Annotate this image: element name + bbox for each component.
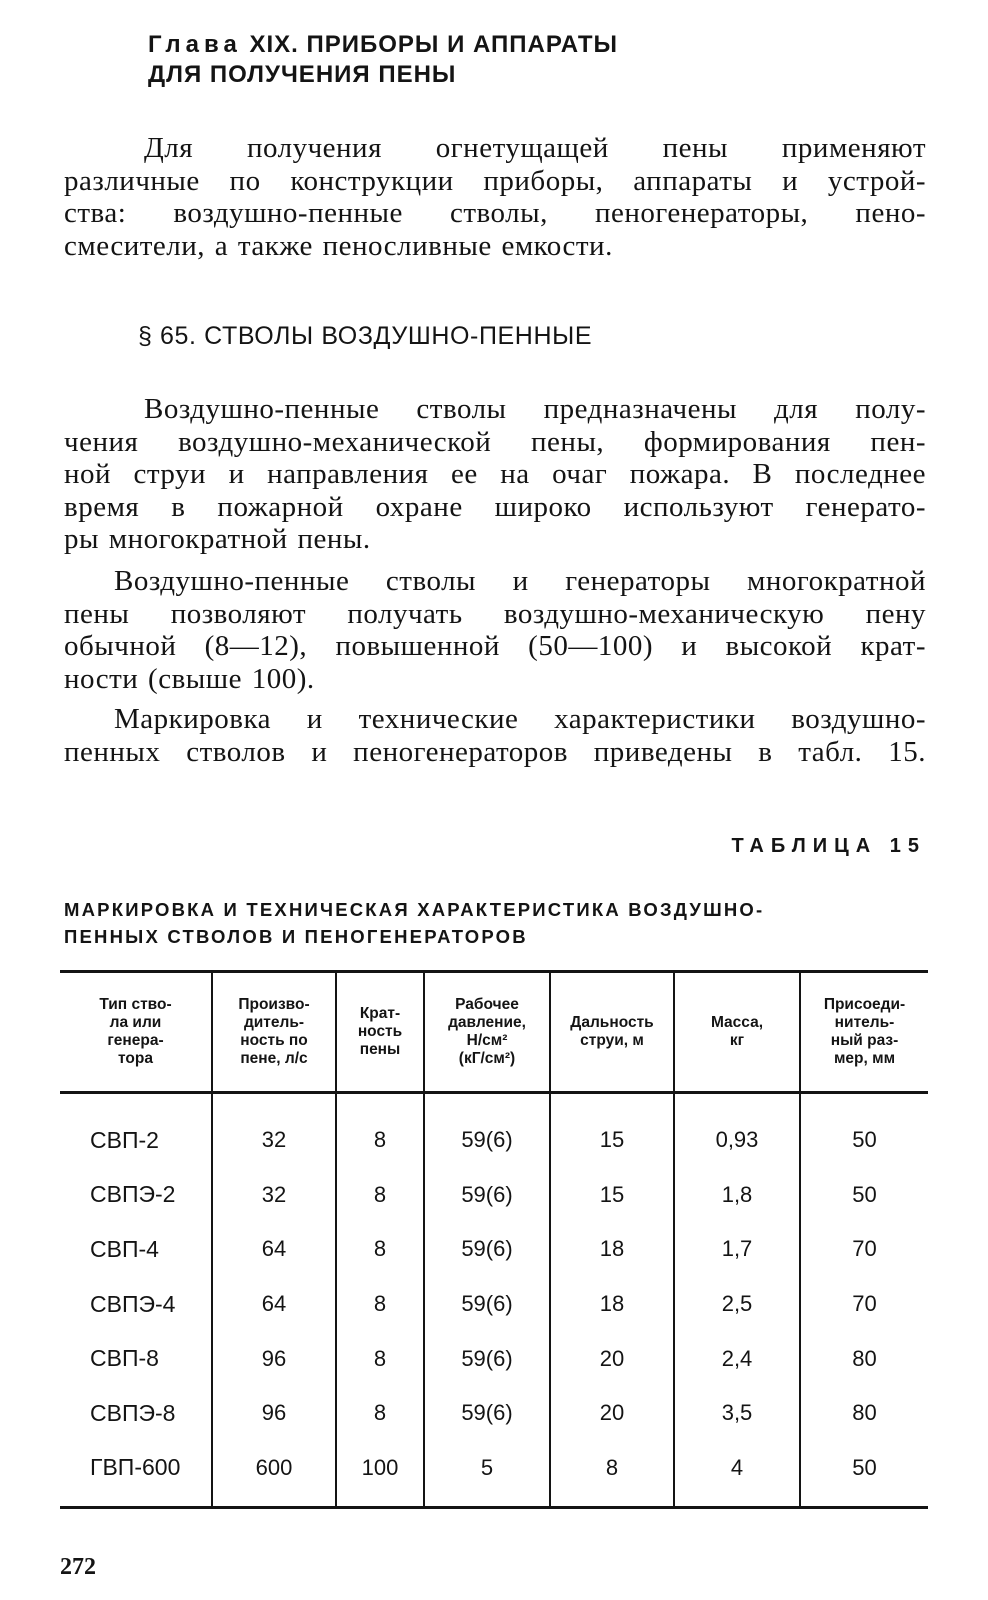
table-cell: 20 xyxy=(550,1331,674,1386)
table-cell: СВП-4 xyxy=(90,1235,159,1262)
table-cell: 8 xyxy=(336,1093,424,1168)
intro-line: различные по конструкции приборы, аппараты и устрой- xyxy=(64,164,926,197)
page-number: 272 xyxy=(60,1554,96,1580)
specs-table xyxy=(60,970,928,1509)
table-row xyxy=(60,1331,928,1386)
table-cell: СВПЭ-8 xyxy=(90,1399,176,1426)
table-row xyxy=(60,1093,928,1168)
table-cell: СВПЭ-2 xyxy=(90,1181,176,1208)
table-cell: 64 xyxy=(212,1277,336,1332)
intro-line: смесители, а также пеносливные емкости. xyxy=(64,229,613,262)
table-header-row xyxy=(60,972,928,1093)
table-cell: 59(6) xyxy=(424,1386,550,1441)
table-cell: 59(6) xyxy=(424,1168,550,1223)
header-capacity: Произво- дитель- ность по пене, л/с xyxy=(212,972,336,1093)
table-row xyxy=(60,1277,928,1332)
table-cell: 32 xyxy=(212,1168,336,1223)
intro-paragraph xyxy=(64,132,926,262)
table-cell: 15 xyxy=(550,1168,674,1223)
table-cell: 8 xyxy=(550,1441,674,1508)
table-cell: 32 xyxy=(212,1093,336,1168)
header-connection-size: Присоеди- нитель- ный раз- мер, мм xyxy=(800,972,928,1093)
table-cell: ГВП-600 xyxy=(90,1454,181,1481)
intro-line: ства: воздушно-пенные стволы, пеногенераторы, пено- xyxy=(64,197,926,229)
chapter-heading xyxy=(148,30,908,90)
table-cell: 8 xyxy=(336,1222,424,1277)
table-cell: 8 xyxy=(336,1168,424,1223)
chapter-lead: Глава xyxy=(148,31,242,58)
table-cell: СВПЭ-4 xyxy=(90,1290,176,1317)
table-number-label: ТАБЛИЦА 15 xyxy=(731,835,926,857)
table-cell: 8 xyxy=(336,1386,424,1441)
chapter-title-line2: ДЛЯ ПОЛУЧЕНИЯ ПЕНЫ xyxy=(148,61,457,88)
table-cell: 5 xyxy=(424,1441,550,1508)
table-cell: 70 xyxy=(800,1277,928,1332)
table-row xyxy=(60,1386,928,1441)
table-row xyxy=(60,1222,928,1277)
table-cell: 96 xyxy=(212,1331,336,1386)
intro-line: Для получения огнетущащей пены применяют xyxy=(144,132,926,164)
paragraph-line: Воздушно-пенные стволы и генераторы многократной xyxy=(114,565,926,597)
paragraph-line: пены позволяют получать воздушно-механическую пену xyxy=(64,597,926,630)
table-cell: СВП-2 xyxy=(90,1126,159,1153)
section-heading: § 65. СТВОЛЫ ВОЗДУШНО-ПЕННЫЕ xyxy=(138,322,593,350)
table-row xyxy=(60,1168,928,1223)
table-row xyxy=(60,1441,928,1508)
table-cell: 59(6) xyxy=(424,1277,550,1332)
table-cell: 8 xyxy=(336,1331,424,1386)
table-cell: 100 xyxy=(336,1441,424,1508)
table-cell: 2,4 xyxy=(674,1331,800,1386)
header-mass: Масса, кг xyxy=(674,972,800,1093)
paragraph-line: Маркировка и технические характеристики воздушно- xyxy=(114,703,926,735)
table-cell: 70 xyxy=(800,1222,928,1277)
table-cell: 96 xyxy=(212,1386,336,1441)
table-cell: 600 xyxy=(212,1441,336,1508)
paragraph-2 xyxy=(64,565,926,695)
table-cell: 2,5 xyxy=(674,1277,800,1332)
paragraph-line: ной струи и направления ее на очаг пожара. В последнее xyxy=(64,458,926,490)
header-type: Тип ство- ла или генера- тора xyxy=(60,972,212,1093)
paragraph-line: ности (свыше 100). xyxy=(64,662,315,695)
table-cell: 50 xyxy=(800,1093,928,1168)
paragraph-1 xyxy=(64,393,926,556)
table-cell: 1,7 xyxy=(674,1222,800,1277)
header-range: Дальность струи, м xyxy=(550,972,674,1093)
paragraph-line: Воздушно-пенные стволы предназначены для полу- xyxy=(144,393,926,425)
table-cell: 50 xyxy=(800,1441,928,1508)
table-title-line2: ПЕННЫХ СТВОЛОВ И ПЕНОГЕНЕРАТОРОВ xyxy=(64,926,528,947)
paragraph-3 xyxy=(64,703,926,768)
table-cell: 50 xyxy=(800,1168,928,1223)
table-cell: СВП-8 xyxy=(90,1345,159,1372)
table-cell: 3,5 xyxy=(674,1386,800,1441)
paragraph-line: обычной (8—12), повышенной (50—100) и высокой крат- xyxy=(64,630,926,662)
table-cell: 64 xyxy=(212,1222,336,1277)
table-title-line1: МАРКИРОВКА И ТЕХНИЧЕСКАЯ ХАРАКТЕРИСТИКА ВОЗДУШНО- xyxy=(64,899,765,920)
table-cell: 0,93 xyxy=(674,1093,800,1168)
table-cell: 1,8 xyxy=(674,1168,800,1223)
table-cell: 20 xyxy=(550,1386,674,1441)
table-cell: 18 xyxy=(550,1277,674,1332)
table-cell: 15 xyxy=(550,1093,674,1168)
paragraph-line: ры многократной пены. xyxy=(64,523,371,555)
table-cell: 8 xyxy=(336,1277,424,1332)
paragraph-line: пенных стволов и пеногенераторов приведены в табл. 15. xyxy=(64,735,926,768)
table-title xyxy=(64,896,924,950)
table-cell: 80 xyxy=(800,1386,928,1441)
paragraph-line: время в пожарной охране широко используют генерато- xyxy=(64,490,926,523)
table-cell: 59(6) xyxy=(424,1331,550,1386)
table-cell: 59(6) xyxy=(424,1093,550,1168)
header-pressure: Рабочее давление, Н/см² (кГ/см²) xyxy=(424,972,550,1093)
table-cell: 4 xyxy=(674,1441,800,1508)
paragraph-line: чения воздушно-механической пены, формирования пен- xyxy=(64,425,926,458)
table-cell: 80 xyxy=(800,1331,928,1386)
header-expansion: Крат- ность пены xyxy=(336,972,424,1093)
table-cell: 18 xyxy=(550,1222,674,1277)
table-cell: 59(6) xyxy=(424,1222,550,1277)
chapter-title-line1: XIX. ПРИБОРЫ И АППАРАТЫ xyxy=(249,31,619,58)
